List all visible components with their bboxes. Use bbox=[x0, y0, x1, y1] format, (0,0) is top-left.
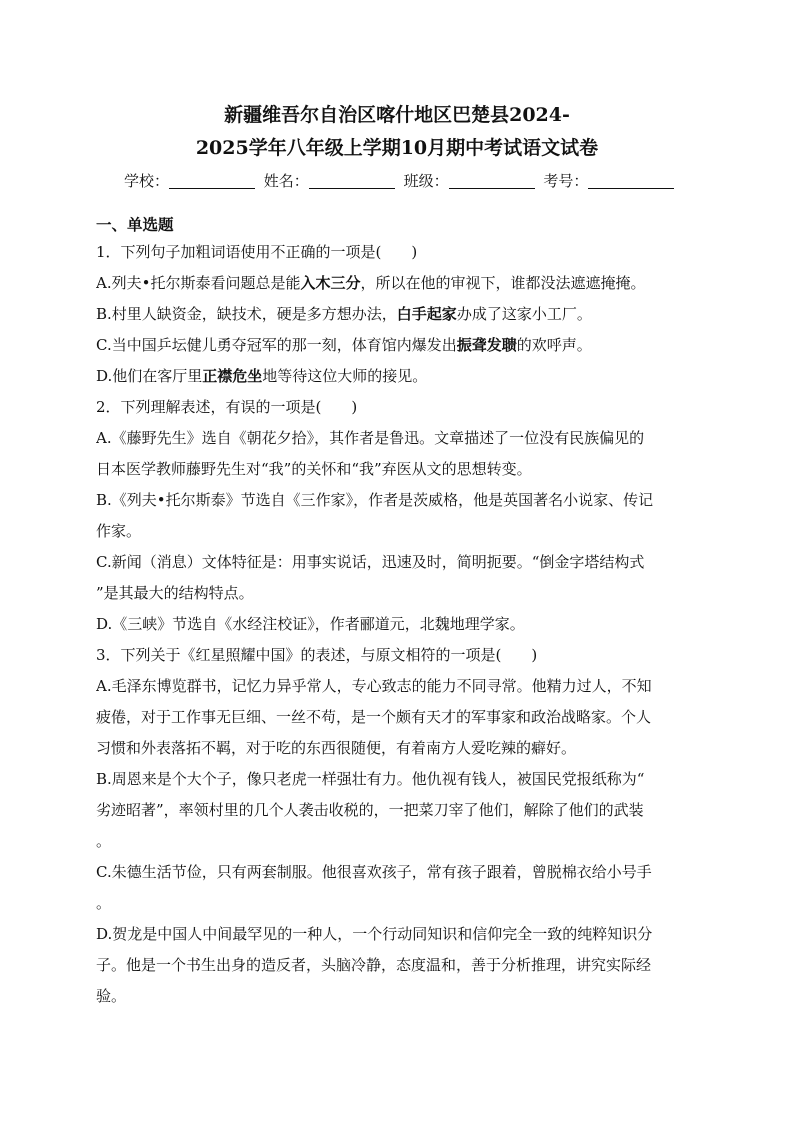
question-1-option-b bbox=[96, 299, 698, 330]
question-3-option-d-line-2: 子。他是一个书生出身的造反者，头脑冷静，态度温和，善于分析推理，讲究实际经 bbox=[96, 956, 652, 974]
student-info-row bbox=[124, 170, 678, 191]
class-label: 班级： bbox=[403, 172, 449, 190]
option-text: 地等待这位大师的接见。 bbox=[262, 367, 428, 385]
question-2-stem: 2．下列理解表述，有误的一项是( ) bbox=[96, 398, 358, 416]
bold-term: 正襟危坐 bbox=[202, 367, 263, 385]
bold-term: 入木三分 bbox=[300, 274, 361, 292]
question-2-option-d: D.《三峡》节选自《水经注校证》，作者郦道元，北魏地理学家。 bbox=[96, 615, 525, 633]
name-blank[interactable] bbox=[309, 174, 395, 189]
bold-term: 振聋发聩 bbox=[456, 336, 517, 354]
exam-body bbox=[96, 213, 698, 1012]
question-2-option-a-line-2: 日本医学教师藤野先生对“我”的关怀和“我”弃医从文的思想转变。 bbox=[96, 460, 532, 478]
question-3-option-c-line-2: 。 bbox=[96, 894, 112, 912]
question-3-option-d-line-3: 验。 bbox=[96, 987, 127, 1005]
question-2-option-a-line-1: A.《藤野先生》选自《朝花夕拾》，其作者是鲁迅。文章描述了一位没有民族偏见的 bbox=[96, 429, 645, 447]
option-text: 办成了这家小工厂。 bbox=[456, 305, 592, 323]
section-heading: 一、单选题 bbox=[96, 215, 174, 234]
question-3-stem: 3．下列关于《红星照耀中国》的表述，与原文相符的一项是( ) bbox=[96, 646, 538, 664]
bold-term: 白手起家 bbox=[396, 305, 457, 323]
question-2-option-b-line-1: B.《列夫•托尔斯泰》节选自《三作家》，作者是茨威格，他是英国著名小说家、传记 bbox=[96, 491, 654, 509]
option-text: C.当中国乒坛健儿勇夺冠军的那一刻，体育馆内爆发出 bbox=[96, 336, 457, 354]
option-text: B.村里人缺资金，缺技术，硬是多方想办法， bbox=[96, 305, 397, 323]
option-text: 的欢呼声。 bbox=[516, 336, 592, 354]
question-2-option-c-line-1: C.新闻（消息）文体特征是：用事实说话，迅速及时，简明扼要。“倒金字塔结构式 bbox=[96, 553, 645, 571]
exam-number-label: 考号： bbox=[543, 172, 589, 190]
exam-title-line-1: 新疆维吾尔自治区喀什地区巴楚县2024- bbox=[224, 104, 570, 126]
school-blank[interactable] bbox=[169, 174, 255, 189]
question-3-option-b-line-2: 劣迹昭著”，率领村里的几个人袭击收税的，一把菜刀宰了他们，解除了他们的武装 bbox=[96, 801, 644, 819]
option-text: D.他们在客厅里 bbox=[96, 367, 203, 385]
question-1-stem: 1．下列句子加粗词语使用不正确的一项是( ) bbox=[96, 243, 418, 261]
exam-title-line-2: 2025学年八年级上学期10月期中考试语文试卷 bbox=[195, 137, 599, 159]
question-3-option-d-line-1: D.贺龙是中国人中间最罕见的一种人，一个行动同知识和信仰完全一致的纯粹知识分 bbox=[96, 925, 653, 943]
question-1-option-c bbox=[96, 330, 698, 361]
question-3-option-c-line-1: C.朱德生活节俭，只有两套制服。他很喜欢孩子，常有孩子跟着，曾脱棉衣给小号手 bbox=[96, 863, 652, 881]
question-3-option-b-line-3: 。 bbox=[96, 832, 112, 850]
question-1-option-a bbox=[96, 268, 698, 299]
school-label: 学校： bbox=[124, 172, 170, 190]
question-2-option-b-line-2: 作家。 bbox=[96, 522, 142, 540]
name-label: 姓名： bbox=[263, 172, 309, 190]
exam-number-blank[interactable] bbox=[588, 174, 674, 189]
option-text: ，所以在他的审视下，谁都没法遮遮掩掩。 bbox=[360, 274, 646, 292]
option-text: A.列夫•托尔斯泰看问题总是能 bbox=[96, 274, 301, 292]
question-3-option-a-line-3: 习惯和外表落拓不羁，对于吃的东西很随便，有着南方人爱吃辣的癖好。 bbox=[96, 739, 577, 757]
question-3-option-a-line-2: 疲倦，对于工作事无巨细、一丝不苟，是一个颇有天才的军事家和政治战略家。个人 bbox=[96, 708, 652, 726]
class-blank[interactable] bbox=[449, 174, 535, 189]
question-3-option-b-line-1: B.周恩来是个大个子，像只老虎一样强壮有力。他仇视有钱人，被国民党报纸称为“ bbox=[96, 770, 645, 788]
question-1-option-d bbox=[96, 361, 698, 392]
question-2-option-c-line-2: ”是其最大的结构特点。 bbox=[96, 584, 254, 602]
question-3-option-a-line-1: A.毛泽东博览群书，记忆力异乎常人，专心致志的能力不同寻常。他精力过人，不知 bbox=[96, 677, 652, 695]
